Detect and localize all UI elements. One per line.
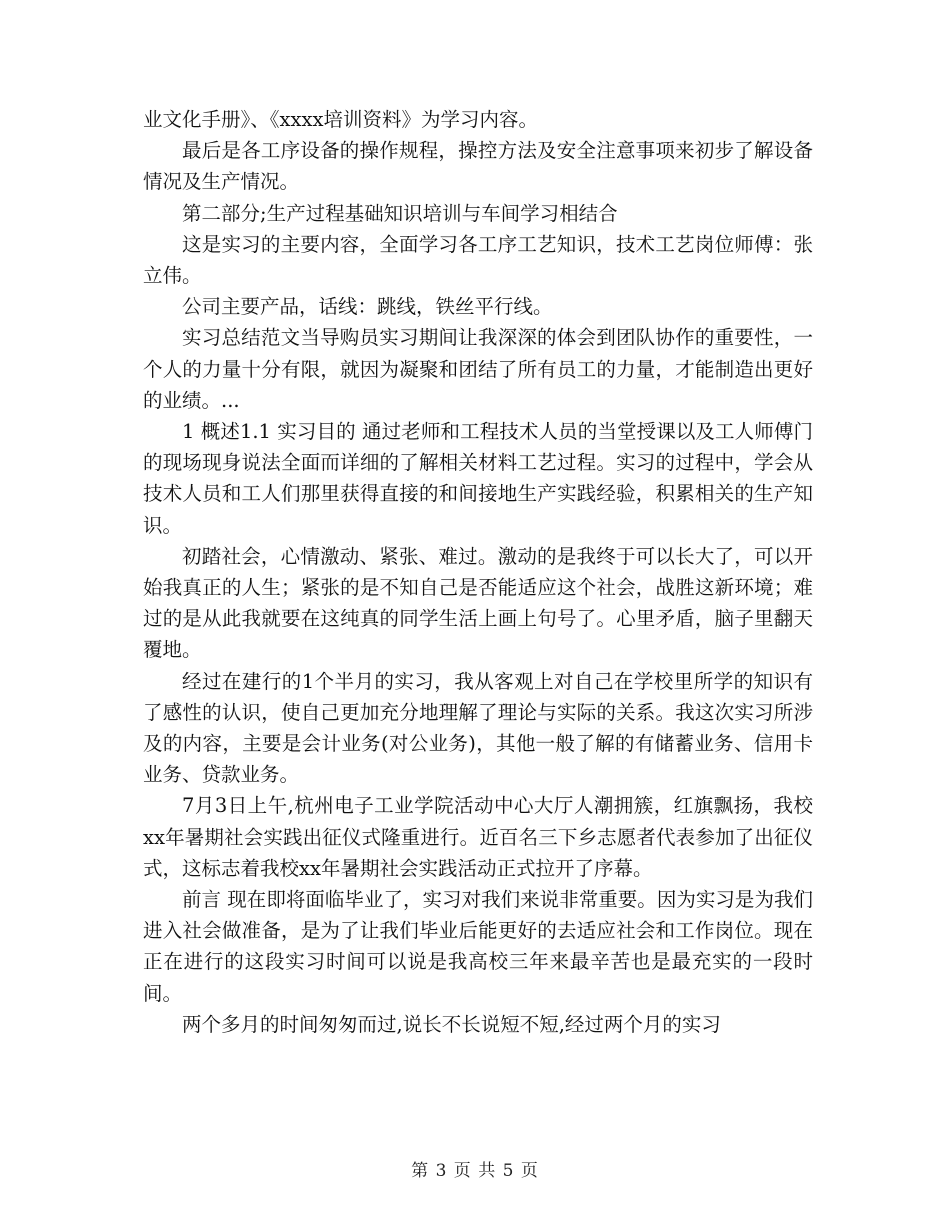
paragraph-4: 这是实习的主要内容，全面学习各工序工艺知识，技术工艺岗位师傅：张立伟。 [143, 232, 813, 288]
paragraph-6: 实习总结范文当导购员实习期间让我深深的体会到团队协作的重要性，一个人的力量十分有限，就因为凝聚和团结了所有员工的力量，才能制造出更好的业绩。... [143, 326, 813, 412]
paragraph-5: 公司主要产品，话线：跳线，铁丝平行线。 [182, 295, 553, 319]
paragraph-10: 7月3日上午,杭州电子工业学院活动中心大厅人潮拥簇，红旗飘扬，我校xx年暑期社会实践出征仪式隆重进行。近百名三下乡志愿者代表参加了出征仪式，这标志着我校xx年暑期社会实践活动正式拉开了序幕。 [143, 794, 813, 880]
paragraph-8: 初踏社会，心情激动、紧张、难过。激动的是我终于可以长大了，可以开始我真正的人生；紧张的是不知自己是否能适应这个社会，战胜这新环境；难过的是从此我就要在这纯真的同学生活上画上句号了。心里矛盾，脑子里翻天覆地。 [143, 544, 813, 662]
paragraph-7: 1 概述1.1 实习目的 通过老师和工程技术人员的当堂授课以及工人师傅门的现场现身说法全面而详细的了解相关材料工艺过程。实习的过程中，学会从技术人员和工人们那里获得直接的和间接地生产实践经验，积累相关的生产知识。 [143, 420, 813, 537]
paragraph-9: 经过在建行的1个半月的实习，我从客观上对自己在学校里所学的知识有了感性的认识，使自己更加充分地理解了理论与实际的关系。我这次实习所涉及的内容，主要是会计业务(对公业务)，其他一般了解的有储蓄业务、信用卡业务、贷款业务。 [143, 669, 813, 787]
paragraph-1: 业文化手册》、《xxxx培训资料》为学习内容。 [143, 108, 538, 131]
page-number-footer: 第 3 页 共 5 页 [411, 1161, 539, 1181]
document-body [143, 104, 813, 1040]
paragraph-3: 第二部分;生产过程基础知识培训与车间学习相结合 [182, 201, 618, 225]
paragraph-12: 两个多月的时间匆匆而过,说长不长说短不短,经过两个月的实习 [182, 1012, 721, 1036]
paragraph-11: 前言 现在即将面临毕业了，实习对我们来说非常重要。因为实习是为我们进入社会做准备，是为了让我们毕业后能更好的去适应社会和工作岗位。现在正在进行的这段实习时间可以说是我高校三年来最辛苦也是最充实的一段时间。 [143, 888, 813, 1005]
paragraph-2: 最后是各工序设备的操作规程，操控方法及安全注意事项来初步了解设备情况及生产情况。 [143, 139, 813, 194]
